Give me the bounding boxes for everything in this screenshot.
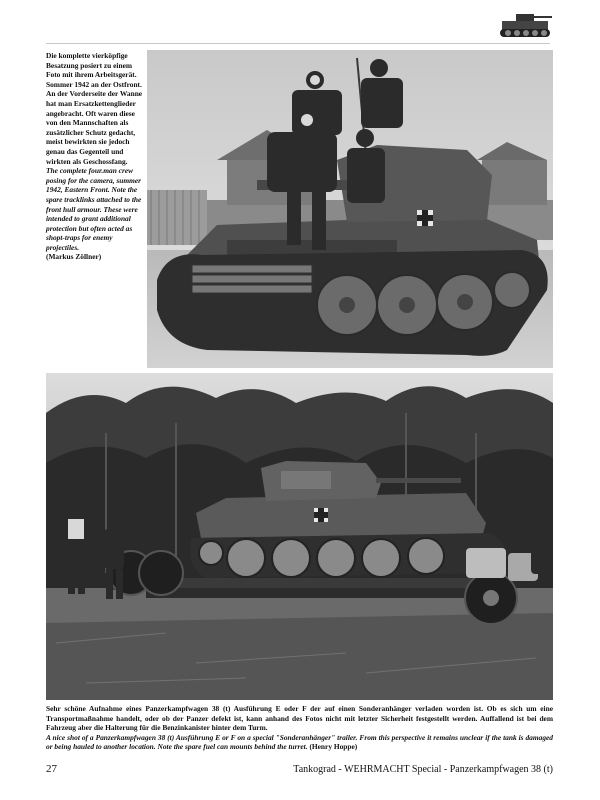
caption-top [46,51,143,262]
caption-bottom-german: Sehr schöne Aufnahme eines Panzerkampfwagen 38 (t) Ausführung E oder F der auf einen Sonderanhänger verladen worden ist. Ob es sich um eine Transportmaßnahme handelt, oder ob der Panzer defekt ist, kann anhand des Fotos nicht mit letzter Sicherheit festgestellt werden. Auffallend ist bei dem Fahrzeug aber die Halterung für die Benzinkanister hinter dem Turm. [46,704,553,733]
caption-top-english: The complete four.man crew posing for the camera, summer 1942, Eastern Front. Note the spare tracklinks attached to the front hull armour. These were intended to grant additional protection but often acted as shopt-traps for enemy projectiles. [46,166,142,252]
caption-bottom-english [46,733,553,752]
caption-bottom [46,704,553,752]
header-rule [46,43,550,44]
tank-icon [496,8,556,42]
caption-top-credit: (Markus Zöllner) [46,252,102,262]
caption-bottom-credit: (Henry Hoppe) [309,742,358,752]
caption-top-german: Die komplette vierköpfige Besatzung posiert zu einem Foto mit ihrem Arbeitsgerät. Sommer 1942 an der Ostfront. An der Vorderseite der Wanne hat man Ersatzkettenglieder angebracht. Oft waren diese von den Mannschaften als zusätzlicher Schutz gedacht, meist bewirkten sie jedoch genau das Gegenteil und wirkten als Geschossfang. [46,51,143,166]
running-footer-title: Tankograd - WEHRMACHT Special - Panzerkampfwagen 38 (t) [293,764,553,775]
caption-bottom-english-text: A nice shot of a Panzerkampfwagen 38 (t) Ausführung E or F on a special "Sonderanhänger" trailer. From this perspective it remains unclear if the tank is damaged or being hauled to another location. Note the spare fuel can mounts behind the turret. [46,732,553,752]
page-number: 27 [46,763,57,775]
photo-tank-trailer [46,373,553,700]
photo-tank-crew [147,50,553,368]
